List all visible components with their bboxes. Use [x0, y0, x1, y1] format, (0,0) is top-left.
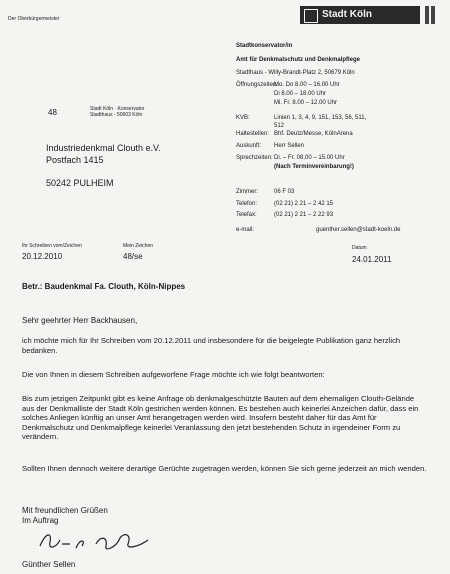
hours-3: Mi. Fr. 8.00 – 12.00 Uhr [274, 100, 338, 106]
sender-title: Der Oberbürgermeister [8, 16, 60, 22]
paragraph-2: Die von Ihnen in diesem Schreiben aufgeworfene Frage möchte ich wie folgt beantworten: [22, 370, 325, 379]
their-ref-value: 20.12.2010 [22, 252, 63, 261]
stop-row [236, 131, 446, 139]
salutation: Sehr geehrter Herr Backhausen, [22, 316, 138, 325]
room-row [236, 189, 446, 197]
paragraph-3: Bis zum jetzigen Zeitpunkt gibt es keine Anfrage ob denkmalgeschützte Bauten auf dem ehemaligen Clouth-Gelände aus der Denkmalliste der Stadt Köln gestrichen werden können. Es bestehen auch keinerlei Anzeichen dafür, dass ein solches Anliegen künftig an unser Amt herangetragen werden wird. Insofern besteht daher für das Amt für Denkmalschutz und Denkmalpflege keinerlei Veranlassung den jetzt bestehenden Schutz in irgendeiner Form zu verändern. [22, 394, 419, 442]
phone-value: (02 21) 2 21 – 2 42 15 [274, 201, 334, 207]
city-logo [300, 6, 420, 24]
room-label: Zimmer: [236, 189, 258, 195]
kvb-row [236, 115, 446, 123]
date-label: Datum [352, 245, 367, 251]
their-ref-label: Ihr Schreiben vom/Zeichen [22, 243, 82, 249]
subject: Betr.: Baudenkmal Fa. Clouth, Köln-Nippes [22, 282, 186, 291]
contact-value: Herr Sellen [274, 143, 305, 149]
fax-label: Telefax: [236, 212, 257, 218]
paragraph-4: Sollten Ihnen dennoch weitere derartige Gerüchte zugetragen werden, können Sie sich gerne jederzeit an mich wenden. [22, 464, 427, 473]
kvb-lines: Linien 1, 3, 4, 9, 151, 153, 56, 511, [274, 115, 367, 121]
dept-name: Stadtkonservator/in [236, 43, 293, 49]
hours-row [236, 82, 446, 90]
date-value: 24.01.2011 [352, 255, 392, 264]
recipient-line-2: Postfach 1415 [46, 155, 104, 165]
email-row [236, 227, 446, 235]
return-line-1: Stadt Köln · Konservator [90, 106, 145, 112]
consult-label: Sprechzeiten: [236, 155, 273, 161]
recipient-line-3: 50242 PULHEIM [46, 178, 114, 188]
stop-label: Haltestellen: [236, 131, 270, 137]
closing-on-behalf: Im Auftrag [22, 516, 59, 525]
consult-row [236, 155, 446, 163]
kvb-lines-2: 512 [274, 123, 285, 129]
consult-note: (Nach Terminvereinbarung!) [274, 164, 354, 170]
kvb-label: KVB: [236, 115, 250, 121]
dept-office: Amt für Denkmalschutz und Denkmalpflege [236, 57, 361, 63]
closing-greeting: Mit freundlichen Grüßen [22, 506, 108, 515]
fax-value: (02 21) 2 21 – 2 22 93 [274, 212, 334, 218]
contact-label: Auskunft: [236, 143, 262, 149]
dept-address: Stadthaus - Willy-Brandt-Platz 2, 50679 Köln [236, 70, 355, 76]
margin-stripes [425, 6, 437, 29]
coat-of-arms-icon [304, 9, 318, 23]
return-number: 48 [48, 108, 57, 117]
email-value: guenther.sellen@stadt-koeln.de [316, 227, 401, 233]
hours-row-3 [236, 100, 446, 108]
recipient-line-1: Industriedenkmal Clouth e.V. [46, 143, 161, 153]
consult-value: Di. – Fr. 08.00 – 15.00 Uhr [274, 155, 345, 161]
our-ref-label: Mein Zeichen [123, 243, 154, 249]
phone-row [236, 201, 446, 209]
fax-row [236, 212, 446, 220]
hours-row-2 [236, 91, 446, 99]
signer-name: Günther Sellen [22, 560, 76, 569]
consult-note-row [236, 164, 446, 172]
our-ref-value: 48/se [123, 252, 143, 261]
email-label: e-mail: [236, 227, 255, 233]
paragraph-1: ich möchte mich für Ihr Schreiben vom 20.12.2011 und insbesondere für die beigelegte Publikation ganz herzlich bedanken. [22, 336, 401, 355]
logo-text: Stadt Köln [322, 9, 372, 20]
phone-label: Telefon: [236, 201, 258, 207]
room-value: 06 F 03 [274, 189, 295, 195]
handwritten-signature [36, 528, 166, 556]
hours-2: Di 8.00 – 18.00 Uhr [274, 91, 327, 97]
stop-value: Bhf. Deutz/Messe, KölnArena [274, 131, 353, 137]
hours-label: Öffnungszeiten: [236, 82, 278, 88]
return-line-2: Stadthaus · 50603 Köln [90, 112, 143, 118]
kvb-row-2 [236, 123, 446, 131]
hours-1: Mo. Do 8.00 – 16.00 Uhr [274, 82, 340, 88]
contact-row [236, 143, 446, 151]
